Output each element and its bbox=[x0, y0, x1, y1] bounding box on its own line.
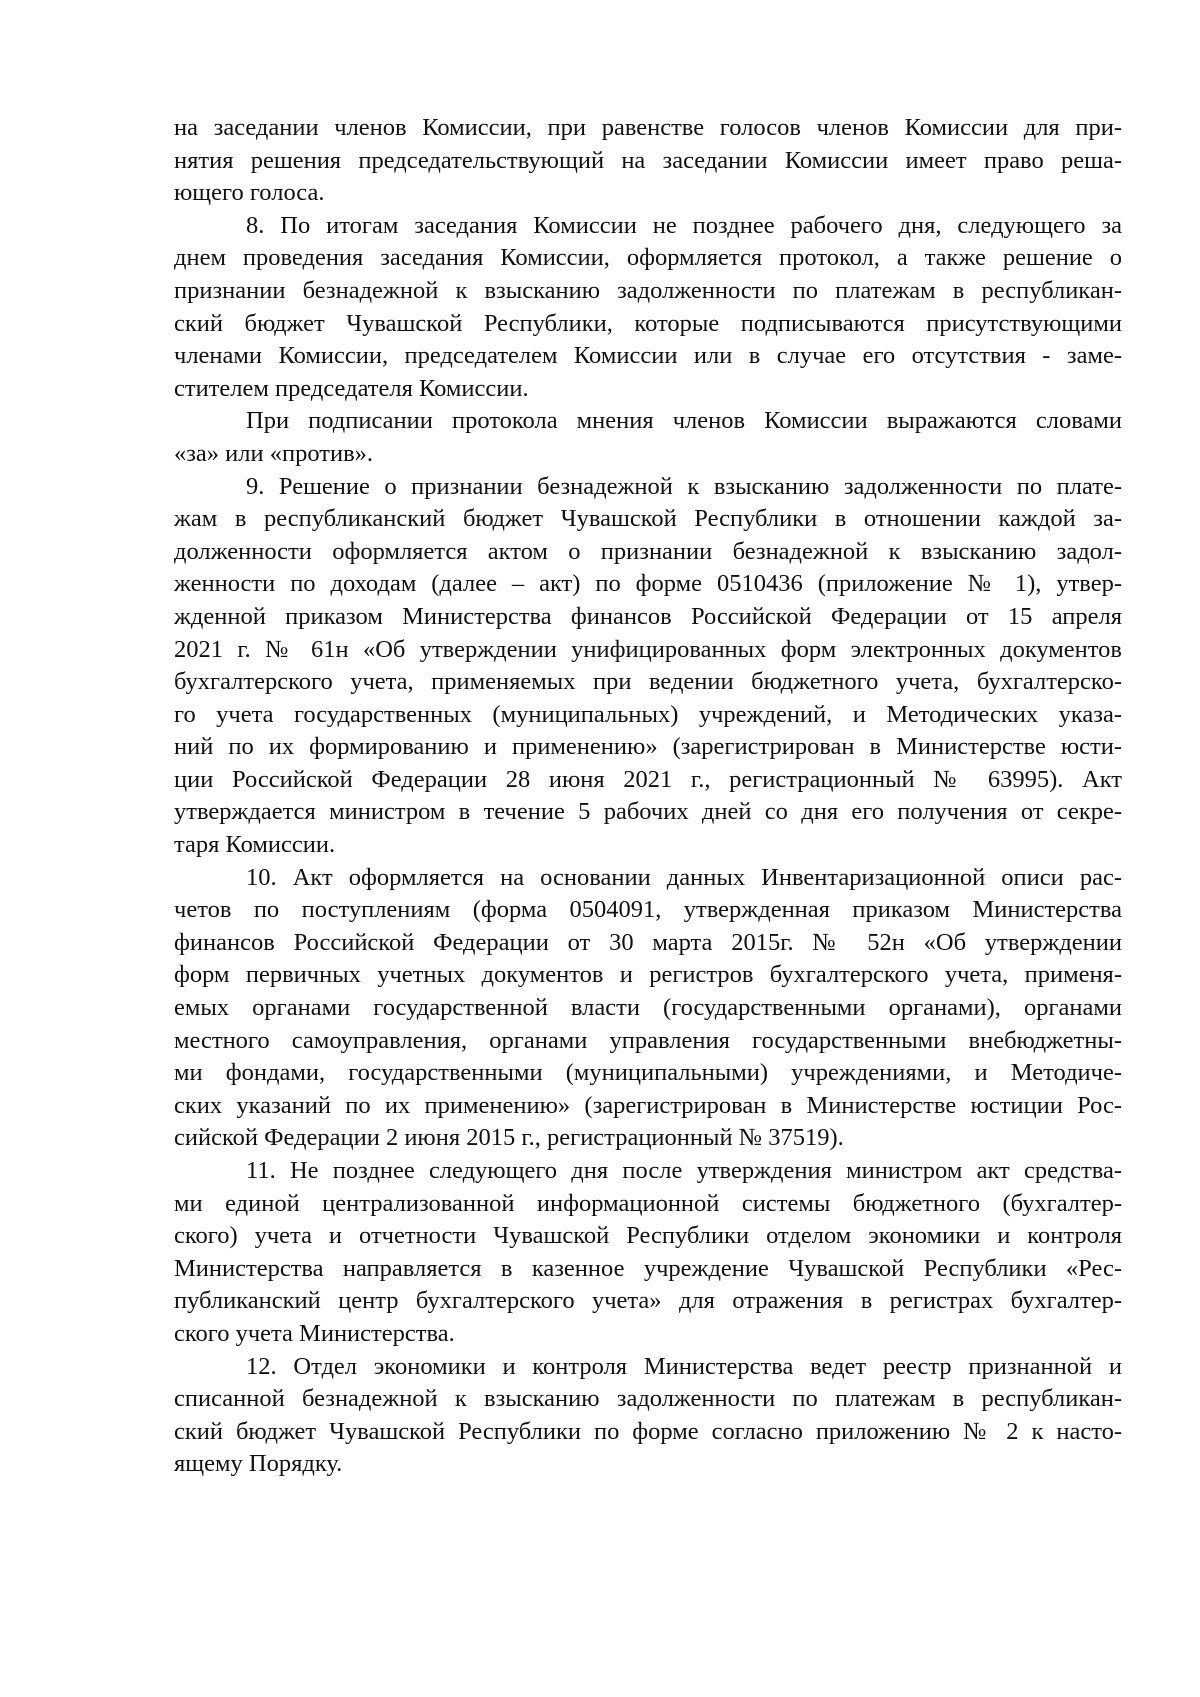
document-body bbox=[174, 112, 1122, 1481]
text-line: на заседании членов Комиссии, при равенстве голосов членов Комиссии для при- bbox=[174, 114, 1122, 141]
text-line: бухгалтерского учета, применяемых при ведении бюджетного учета, бухгалтерско- bbox=[174, 668, 1122, 696]
text-line: го учета государственных (муниципальных) учреждений, и Методических указа- bbox=[174, 700, 1122, 728]
text-line: ний по их формированию и применению» (зарегистрирован в Министерстве юсти- bbox=[174, 733, 1122, 761]
text-line: ми фондами, государственными (муниципальными) учреждениями, и Методиче- bbox=[174, 1059, 1122, 1087]
text-line: нятия решения председательствующий на заседании Комиссии имеет право реша- bbox=[174, 146, 1122, 174]
text-line: жам в республиканский бюджет Чувашской Республики в отношении каждой за- bbox=[174, 505, 1122, 533]
text-line: женности по доходам (далее – акт) по форме 0510436 (приложение № 1), утвер- bbox=[174, 570, 1122, 598]
text-line: долженности оформляется актом о признании безнадежной к взысканию задол- bbox=[174, 537, 1122, 565]
text-line: четов по поступлениям (форма 0504091, утвержденная приказом Министерства bbox=[174, 896, 1122, 924]
text-line: публиканский центр бухгалтерского учета» для отражения в регистрах бухгалтер- bbox=[174, 1287, 1122, 1315]
text-line: стителем председателя Комиссии. bbox=[174, 374, 529, 402]
text-line: «за» или «против». bbox=[174, 439, 374, 467]
text-line: форм первичных учетных документов и регистров бухгалтерского учета, применя- bbox=[174, 961, 1122, 989]
text-line: ющего голоса. bbox=[174, 179, 325, 207]
text-line: жденной приказом Министерства финансов Российской Федерации от 15 апреля bbox=[174, 602, 1122, 630]
text-line: ский бюджет Чувашской Республики, которые подписываются присутствующими bbox=[174, 309, 1122, 337]
text-line: ский бюджет Чувашской Республики по форме согласно приложению № 2 к насто- bbox=[174, 1417, 1122, 1445]
text-line: ящему Порядку. bbox=[174, 1450, 343, 1478]
paragraph-first-line: 8. По итогам заседания Комиссии не позднее рабочего дня, следующего за bbox=[246, 211, 1122, 239]
text-line: таря Комиссии. bbox=[174, 831, 336, 859]
text-line: финансов Российской Федерации от 30 марта 2015г. № 52н «Об утверждении bbox=[174, 928, 1122, 956]
text-line: ского) учета и отчетности Чувашской Республики отделом экономики и контроля bbox=[174, 1222, 1122, 1250]
text-line: признании безнадежной к взысканию задолженности по платежам в республикан- bbox=[174, 276, 1122, 304]
paragraph-first-line: При подписании протокола мнения членов Комиссии выражаются словами bbox=[246, 407, 1122, 435]
text-line: днем проведения заседания Комиссии, оформляется протокол, а также решение о bbox=[174, 244, 1122, 272]
text-line: ции Российской Федерации 28 июня 2021 г., регистрационный № 63995). Акт bbox=[174, 765, 1122, 793]
paragraph-first-line: 11. Не позднее следующего дня после утверждения министром акт средства- bbox=[246, 1157, 1122, 1184]
text-line: местного самоуправления, органами управления государственными внебюджетны- bbox=[174, 1026, 1122, 1054]
paragraph-first-line: 12. Отдел экономики и контроля Министерства ведет реестр признанной и bbox=[246, 1352, 1122, 1380]
text-line: ми единой централизованной информационной системы бюджетного (бухгалтер- bbox=[174, 1189, 1122, 1217]
text-line: списанной безнадежной к взысканию задолженности по платежам в республикан- bbox=[174, 1385, 1122, 1413]
text-line: ских указаний по их применению» (зарегистрирован в Министерстве юстиции Рос- bbox=[174, 1091, 1122, 1119]
text-line: сийской Федерации 2 июня 2015 г., регистрационный № 37519). bbox=[174, 1124, 844, 1152]
paragraph-first-line: 9. Решение о признании безнадежной к взысканию задолженности по плате- bbox=[246, 472, 1122, 500]
text-line: Министерства направляется в казенное учреждение Чувашской Республики «Рес- bbox=[174, 1254, 1122, 1282]
text-line: 2021 г. № 61н «Об утверждении унифицированных форм электронных документов bbox=[174, 635, 1122, 663]
text-line: членами Комиссии, председателем Комиссии или в случае его отсутствия - заме- bbox=[174, 342, 1122, 370]
paragraph-first-line: 10. Акт оформляется на основании данных Инвентаризационной описи рас- bbox=[246, 863, 1122, 891]
text-line: ского учета Министерства. bbox=[174, 1319, 455, 1347]
text-line: емых органами государственной власти (государственными органами), органами bbox=[174, 994, 1122, 1022]
text-line: утверждается министром в течение 5 рабочих дней со дня его получения от секре- bbox=[174, 798, 1122, 826]
